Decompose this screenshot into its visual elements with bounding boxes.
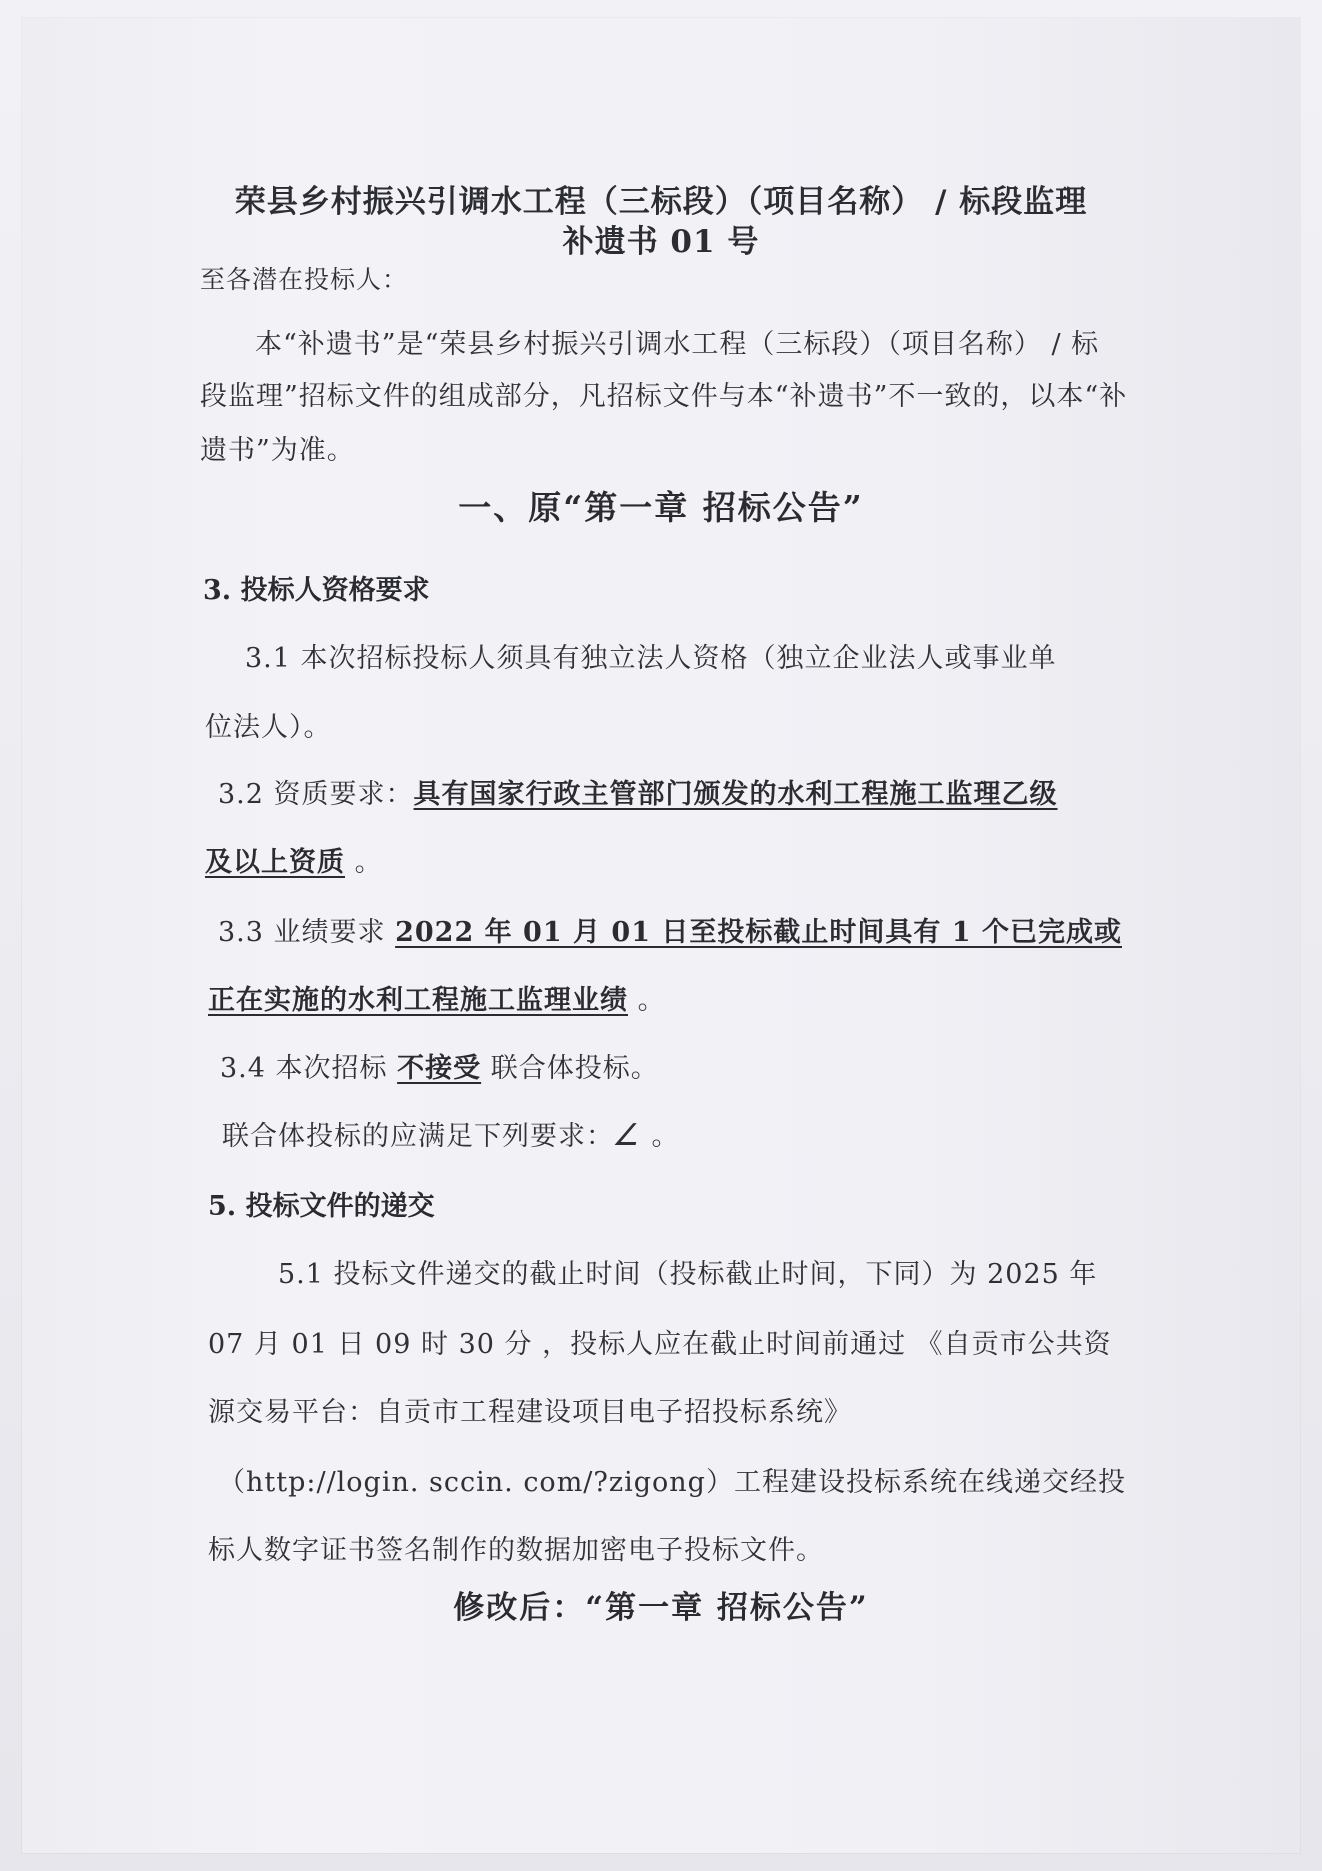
consortium-requirement [222,1114,680,1153]
item-3-4 [220,1046,659,1085]
item-3-3-requirement-cont: 正在实施的水利工程施工监理业绩 [208,985,628,1016]
intro-line-3: 遗书”为准。 [200,435,355,466]
item-3-3-line-2 [208,978,666,1017]
item-3-1-line-2: 位法人）。 [205,712,332,743]
section-3-heading: 3. 投标人资格要求 [203,575,430,606]
item-3-3-suffix: 。 [628,985,666,1016]
consortium-requirement-end: 。 [641,1121,680,1152]
item-3-2-requirement: 具有国家行政主管部门颁发的水利工程施工监理乙级 [413,779,1058,810]
item-3-4-choice: 不接受 [397,1053,482,1084]
item-3-2-suffix: 。 [345,847,383,878]
section-5-heading: 5. 投标文件的递交 [208,1191,435,1222]
intro-line-2: 段监理”招标文件的组成部分，凡招标文件与本“补遗书”不一致的，以本“补 [200,381,1128,412]
consortium-requirement-text: 联合体投标的应满足下列要求： [222,1121,614,1152]
item-3-4-prefix: 3.4 本次招标 [220,1053,398,1084]
section-1-title: 一、原“第一章 招标公告” [458,488,864,527]
item-3-2-line-2 [205,840,383,879]
modified-section-title: 修改后：“第一章 招标公告” [453,1590,869,1626]
item-5-1-line-1: 5.1 投标文件递交的截止时间（投标截止时间，下同）为 2025 年 [278,1259,1098,1290]
item-5-1-line-5: 标人数字证书签名制作的数据加密电子投标文件。 [208,1535,824,1566]
item-3-2-line-1 [218,772,1058,811]
item-3-1-line-1: 3.1 本次招标投标人须具有独立法人资格（独立企业法人或事业单 [245,643,1057,674]
item-3-2-requirement-cont: 及以上资质 [205,847,345,878]
item-5-1-line-2: 07 月 01 日 09 时 30 分 ，投标人应在截止时间前通过 《自贡市公共资 [208,1329,1112,1360]
item-3-4-suffix: 联合体投标。 [481,1053,659,1084]
item-3-3-line-1 [218,910,1122,949]
intro-line-1: 本“补遗书”是“荣县乡村振兴引调水工程（三标段）（项目名称） / 标 [255,329,1100,360]
handwritten-slash-mark: ∠ [610,1118,646,1153]
item-3-3-prefix: 3.3 业绩要求 [218,917,396,948]
item-5-1-line-3: 源交易平台：自贡市工程建设项目电子招投标系统》 [208,1397,852,1428]
document-title-line2: 补遗书 01 号 [562,224,760,260]
item-3-2-prefix: 3.2 资质要求： [218,779,414,810]
document-title-line1: 荣县乡村振兴引调水工程（三标段）（项目名称） / 标段监理 [234,184,1088,220]
item-5-1-line-4: （http://login. sccin. com/?zigong）工程建设投标系统在线递交经投 [218,1467,1126,1498]
item-3-3-requirement: 2022 年 01 月 01 日至投标截止时间具有 1 个已完成或 [395,917,1122,948]
salutation: 至各潜在投标人： [200,265,409,294]
